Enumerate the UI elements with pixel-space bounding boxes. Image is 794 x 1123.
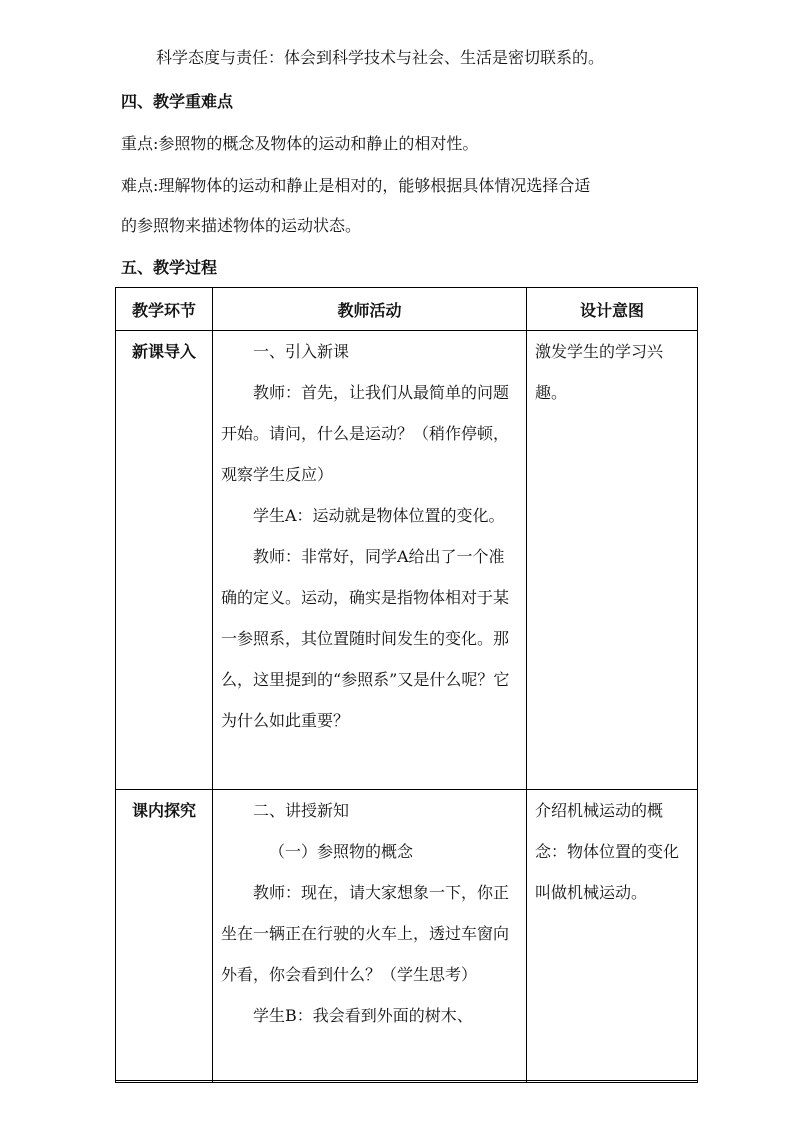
- table-row: [116, 331, 698, 790]
- difficulty-line1: 难点:理解物体的运动和静止是相对的，能够根据具体情况选择合适: [121, 176, 591, 195]
- activity-paragraph: （一）参照物的概念: [269, 842, 414, 861]
- key-point: 重点:参照物的概念及物体的运动和静止的相对性。: [121, 134, 479, 153]
- activity-paragraph: 一、引入新课: [253, 342, 350, 361]
- activity-paragraph: 教师：现在，请大家想象一下，你正坐在一辆正在行驶的火车上，透过车窗向外看，你会看到什么？（学生思考）: [221, 883, 510, 984]
- table-bottom-border: [115, 1080, 698, 1081]
- intent-text: 介绍机械运动的概念：物体位置的变化叫做机械运动。: [535, 801, 680, 902]
- teaching-process-table: [115, 287, 698, 1083]
- activity-paragraph: 教师：非常好，同学A给出了一个准确的定义。运动，确实是指物体相对于某一参照系，其位置随时间发生的变化。那么，这里提到的“参照系”又是什么呢？它为什么如此重要？: [221, 547, 510, 730]
- activity-paragraph: 教师：首先，让我们从最简单的问题开始。请问，什么是运动？（稍作停顿，观察学生反应）: [221, 383, 510, 484]
- intro-line: 科学态度与责任：体会到科学技术与社会、生活是密切联系的。: [156, 48, 605, 67]
- intent-cell: [527, 790, 698, 1083]
- activity-paragraph: 二、讲授新知: [253, 801, 350, 820]
- section4-heading: 四、教学重难点: [121, 92, 234, 111]
- table-row: [116, 790, 698, 1083]
- activity-cell: [213, 790, 527, 1083]
- section5-heading: 五、教学过程: [121, 258, 218, 277]
- intent-cell: [527, 331, 698, 790]
- difficulty-line2: 的参照物来描述物体的运动状态。: [121, 216, 362, 235]
- header-intent: 设计意图: [527, 288, 698, 331]
- activity-paragraph: 学生A：运动就是物体位置的变化。: [253, 506, 505, 525]
- table-header-row: [116, 288, 698, 331]
- activity-cell: [213, 331, 527, 790]
- stage-cell: 课内探究: [116, 790, 213, 1083]
- intent-text: 激发学生的学习兴趣。: [535, 342, 664, 402]
- header-activity: 教师活动: [213, 288, 527, 331]
- stage-cell: 新课导入: [116, 331, 213, 790]
- header-stage: 教学环节: [116, 288, 213, 331]
- activity-paragraph: 学生B：我会看到外面的树木、: [253, 1006, 473, 1025]
